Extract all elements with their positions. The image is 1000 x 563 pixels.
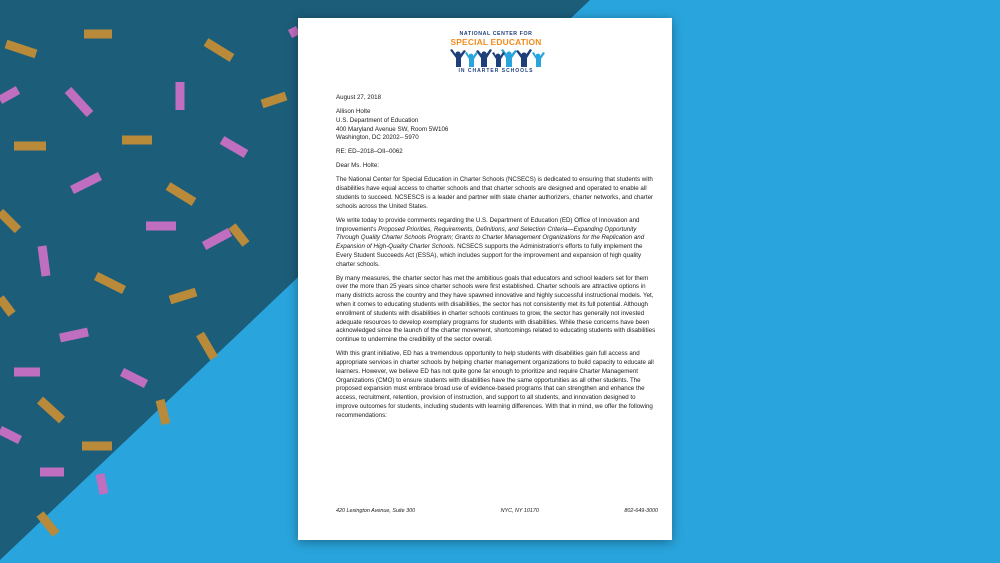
recipient-org: U.S. Department of Education	[336, 116, 419, 124]
logo-line-2: SPECIAL EDUCATION	[450, 37, 542, 47]
letter-date: August 27, 2018	[336, 94, 382, 101]
people-figures-icon	[446, 48, 546, 68]
letter-footer	[336, 508, 658, 514]
paragraph-2-title: Proposed Priorities, Requirements, Definitions, and Selection Criteria—Expanding Opportunity Through Quality Charter Schools Program; Grants to Charter Management Organizations for the Replication and Expansion of High-Quality Charter Schools	[336, 225, 645, 251]
footer-city: NYC, NY 10170	[500, 508, 539, 514]
paragraph-2-rest: . NCSECS supports the Administration's efforts to fully implement the Every Student Succeeds Act (ESSA), which includes support for the improvement and expansion of high quality charter schools.	[336, 243, 643, 268]
paragraph-2-intro: We write today to provide comments regarding the U.S. Department of Education (ED) Office of Innovation and Improvement's	[336, 216, 640, 233]
recipient-address	[336, 108, 658, 143]
re-line: RE: ED–2018–OII–0062	[336, 148, 403, 156]
logo-line-1: NATIONAL CENTER FOR	[459, 31, 533, 37]
logo-line-3: IN CHARTER SCHOOLS	[458, 68, 534, 74]
recipient-street: 400 Maryland Avenue SW, Room 5W106	[336, 125, 449, 133]
letter-page	[298, 18, 672, 540]
footer-address: 420 Lexington Avenue, Suite 300	[336, 508, 416, 514]
footer-phone: 802-649-3000	[624, 508, 658, 514]
paragraph-3: By many measures, the charter sector has met the ambitious goals that educators and school leaders set for them over the more than 25 years since charter schools were first established. Charter schools are attractive options in many districts across the country and they have spawned innovative and highly successful instructional models. Yet, when it comes to educating students with disabilities, the sector has not consistently met its full potential. Although enrollment of students with disabilities in charter schools continues to grow, the sector has generally not invested adequate resources to develop exemplary programs for students with disabilities. While these concerns have been acknowledged since the launch of the charter movement, shortcomings related to educating students with disabilities continue to undermine the credibility of the sector overall.	[336, 274, 656, 344]
paragraph-4: With this grant initiative, ED has a tremendous opportunity to help students with disabilities gain full access and appropriate services in charter schools by helping charter management organizations to build capacity to educate all learners. However, we believe ED has not quite gone far enough to prioritize and require Charter Management Organizations (CMO) to ensure students with disabilities have the same opportunities as all other students. The proposed expansion must embrace broad use of evidence-based programs that can strengthen and enhance the access, recruitment, retention, provision of instruction, and support to all students, and innovation designed to improve outcomes for students, including students with learning differences. With that in mind, we offer the following recommendations:	[336, 350, 654, 419]
recipient-name: Allison Holte	[336, 107, 371, 115]
salutation: Dear Ms. Holte:	[336, 162, 379, 170]
paragraph-2	[336, 217, 658, 270]
paragraph-1: The National Center for Special Education in Charter Schools (NCSECS) is dedicated to ensuring that students with disabilities have equal access to charter schools and that charter schools are designed and operated to enable all students to succeed. NCSESCS is a leader and partner with state charter authorizers, charter networks, and charter schools across the United States.	[336, 176, 654, 210]
letter-body	[336, 94, 658, 426]
ncsecs-logo	[446, 31, 546, 101]
recipient-city: Washington, DC 20202– 5970	[336, 134, 419, 142]
